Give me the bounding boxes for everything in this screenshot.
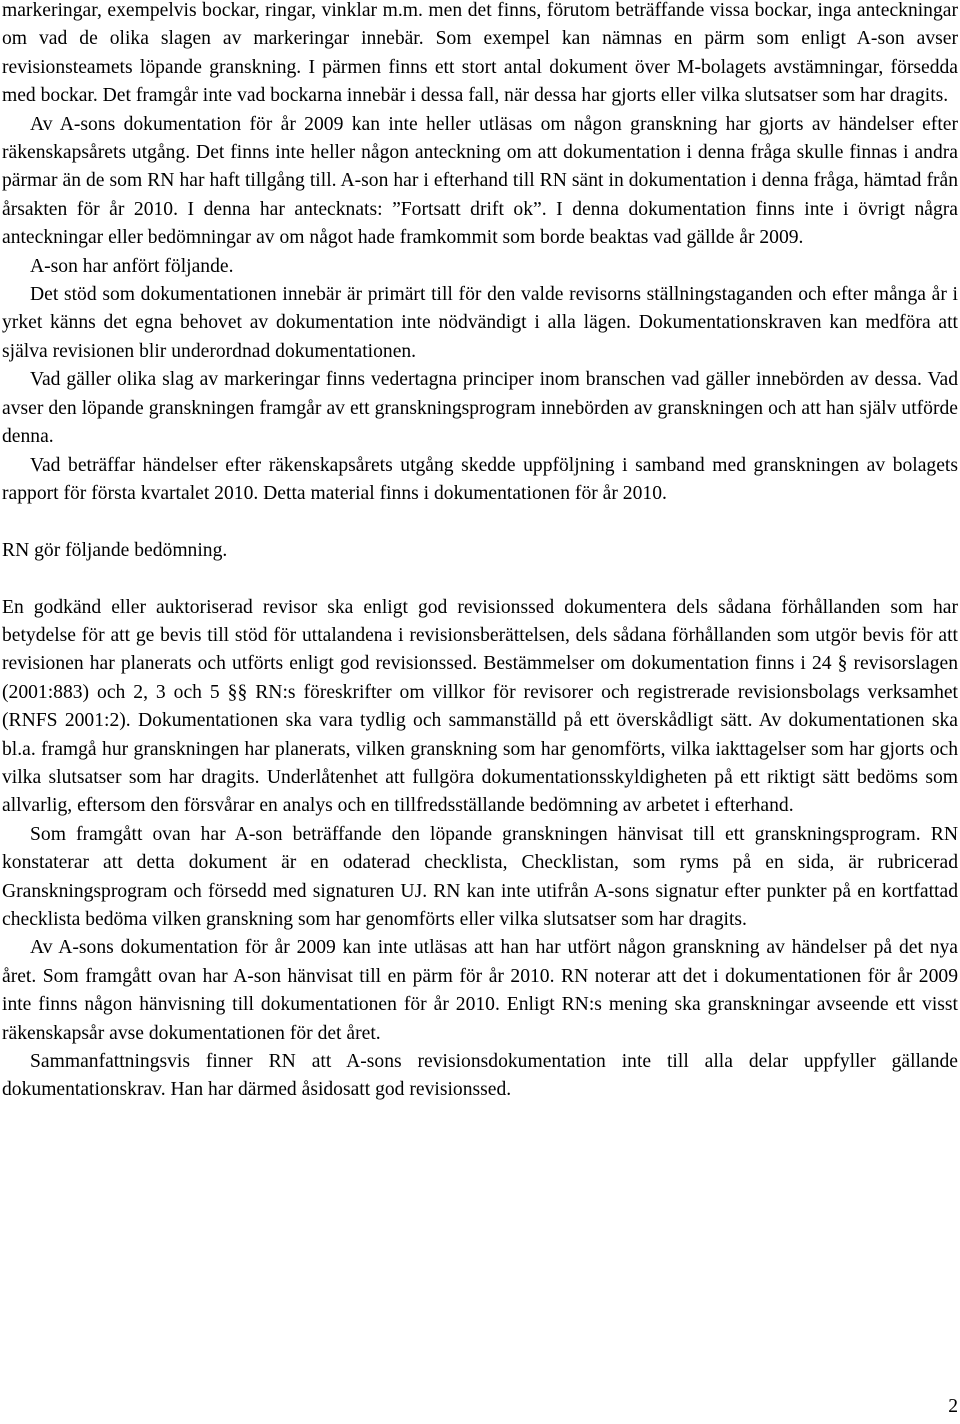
paragraph-gap (2, 508, 958, 536)
paragraph-a-son-anfort: A-son har anfört följande. (30, 255, 234, 277)
paragraph-markeringar-principer: Vad gäller olika slag av markeringar finns vedertagna principer inom branschen vad gäller innebörden av dessa. Vad avser den löpande granskningen framgår av ett granskningsprogram innebörden av granskningen och att han själv utförde denna. (2, 369, 958, 448)
paragraph-god-revisionssed: En godkänd eller auktoriserad revisor ska enligt god revisionssed dokumentera dels sådana förhållanden som har betydelse för att ge bevis till stöd för uttalandena i revisionsberättelsen, dels sådana förhållanden som utgör bevis för att revisionen har planerats och utförts enligt god revisionssed. Bestämmelser om dokumentation finns i 24 § revisorslagen (2001:883) och 2, 3 och 5 §§ RN:s föreskrifter om villkor för revisorer och registrerade revisionsbolags verksamhet (RNFS 2001:2). Dokumentationen ska vara tydlig och sammanställd på ett överskådligt sätt. Av dokumentationen ska bl.a. framgå hur granskningen har planerats, vilken granskning som har genomförts, vilka iakttagelser som har gjorts och vilka slutsatser som har dragits. Underlåtenhet att fullgöra dokumentationsskyldigheten på ett riktigt sätt bedöms som allvarlig, eftersom den försvårar en analys och en tillfredsställande bedömning av arbetet i efterhand. (2, 596, 958, 817)
paragraph-dokumentation-2009: Av A-sons dokumentation för år 2009 kan inte heller utläsas om någon granskning har gjorts av händelser efter räkenskapsårets utgång. Det finns inte heller någon anteckning om att dokumentation i denna fråga skulle finnas i andra pärmar än de som RN har haft tillgång till. A-son har i efterhand till RN sänt in dokumentation i denna fråga, hämtad från årsakten för år 2010. I denna har antecknats: ”Fortsatt drift ok”. I denna dokumentation finns inte i övrigt några anteckningar eller bedömningar av om något hade framkommit som borde beaktas vad gällde år 2009. (2, 113, 958, 249)
paragraph-rn-bedomning: RN gör följande bedömning. (2, 539, 228, 561)
paragraph-sammanfattning: Sammanfattningsvis finner RN att A-sons revisionsdokumentation inte till alla delar uppfyller gällande dokumentationskrav. Han har därmed åsidosatt god revisionssed. (2, 1051, 958, 1101)
paragraph-handelser-efter: Vad beträffar händelser efter räkenskapsårets utgång skedde uppföljning i samband med granskningen av bolagets rapport för första kvartalet 2010. Detta material finns i dokumentationen för år 2010. (2, 454, 958, 504)
paragraph-granskningsprogram: Som framgått ovan har A-son beträffande den löpande granskningen hänvisat till ett granskningsprogram. RN konstaterar att detta dokument är en odaterad checklista, Checklistan, som ryms på en sida, är rubricerad Granskningsprogram och försedd med signaturen UJ. RN kan inte utifrån A-sons signatur efter punkter på en kortfattad checklista bedöma vilken granskning som har genomförts eller vilka slutsatser som har dragits. (2, 823, 958, 930)
paragraph-nya-aret: Av A-sons dokumentation för år 2009 kan inte utläsas att han har utfört någon granskning av händelser på det nya året. Som framgått ovan har A-son hänvisat till en pärm för år 2010. RN noterar att det i dokumentationen för år 2009 inte finns någon hänvisning till dokumentationen för år 2010. Enligt RN:s mening ska granskningar avseende ett visst räkenskapsår avse dokumentationen för det året. (2, 937, 958, 1044)
document-body (2, 0, 958, 1105)
paragraph-markeringar: markeringar, exempelvis bockar, ringar, vinklar m.m. men det finns, förutom beträffande vissa bockar, inga anteckningar om vad de olika slagen av markeringar innebär. Som exempel kan nämnas en pärm som enligt A-son avser revisionsteamets löpande granskning. I pärmen finns ett stort antal dokument över M-bolagets avstämningar, försedda med bockar. Det framgår inte vad bockarna innebär i dessa fall, när dessa har gjorts eller vilka slutsatser som har dragits. (2, 0, 958, 107)
page-number: 2 (948, 1396, 958, 1417)
paragraph-stod-dokumentation: Det stöd som dokumentationen innebär är primärt till för den valde revisorns ställningstaganden och efter många år i yrket känns det egna behovet av dokumentation inte nödvändigt i alla lägen. Dokumentationskraven kan medföra att själva revisionen blir underordnad dokumentationen. (2, 284, 958, 362)
paragraph-gap (2, 565, 958, 593)
